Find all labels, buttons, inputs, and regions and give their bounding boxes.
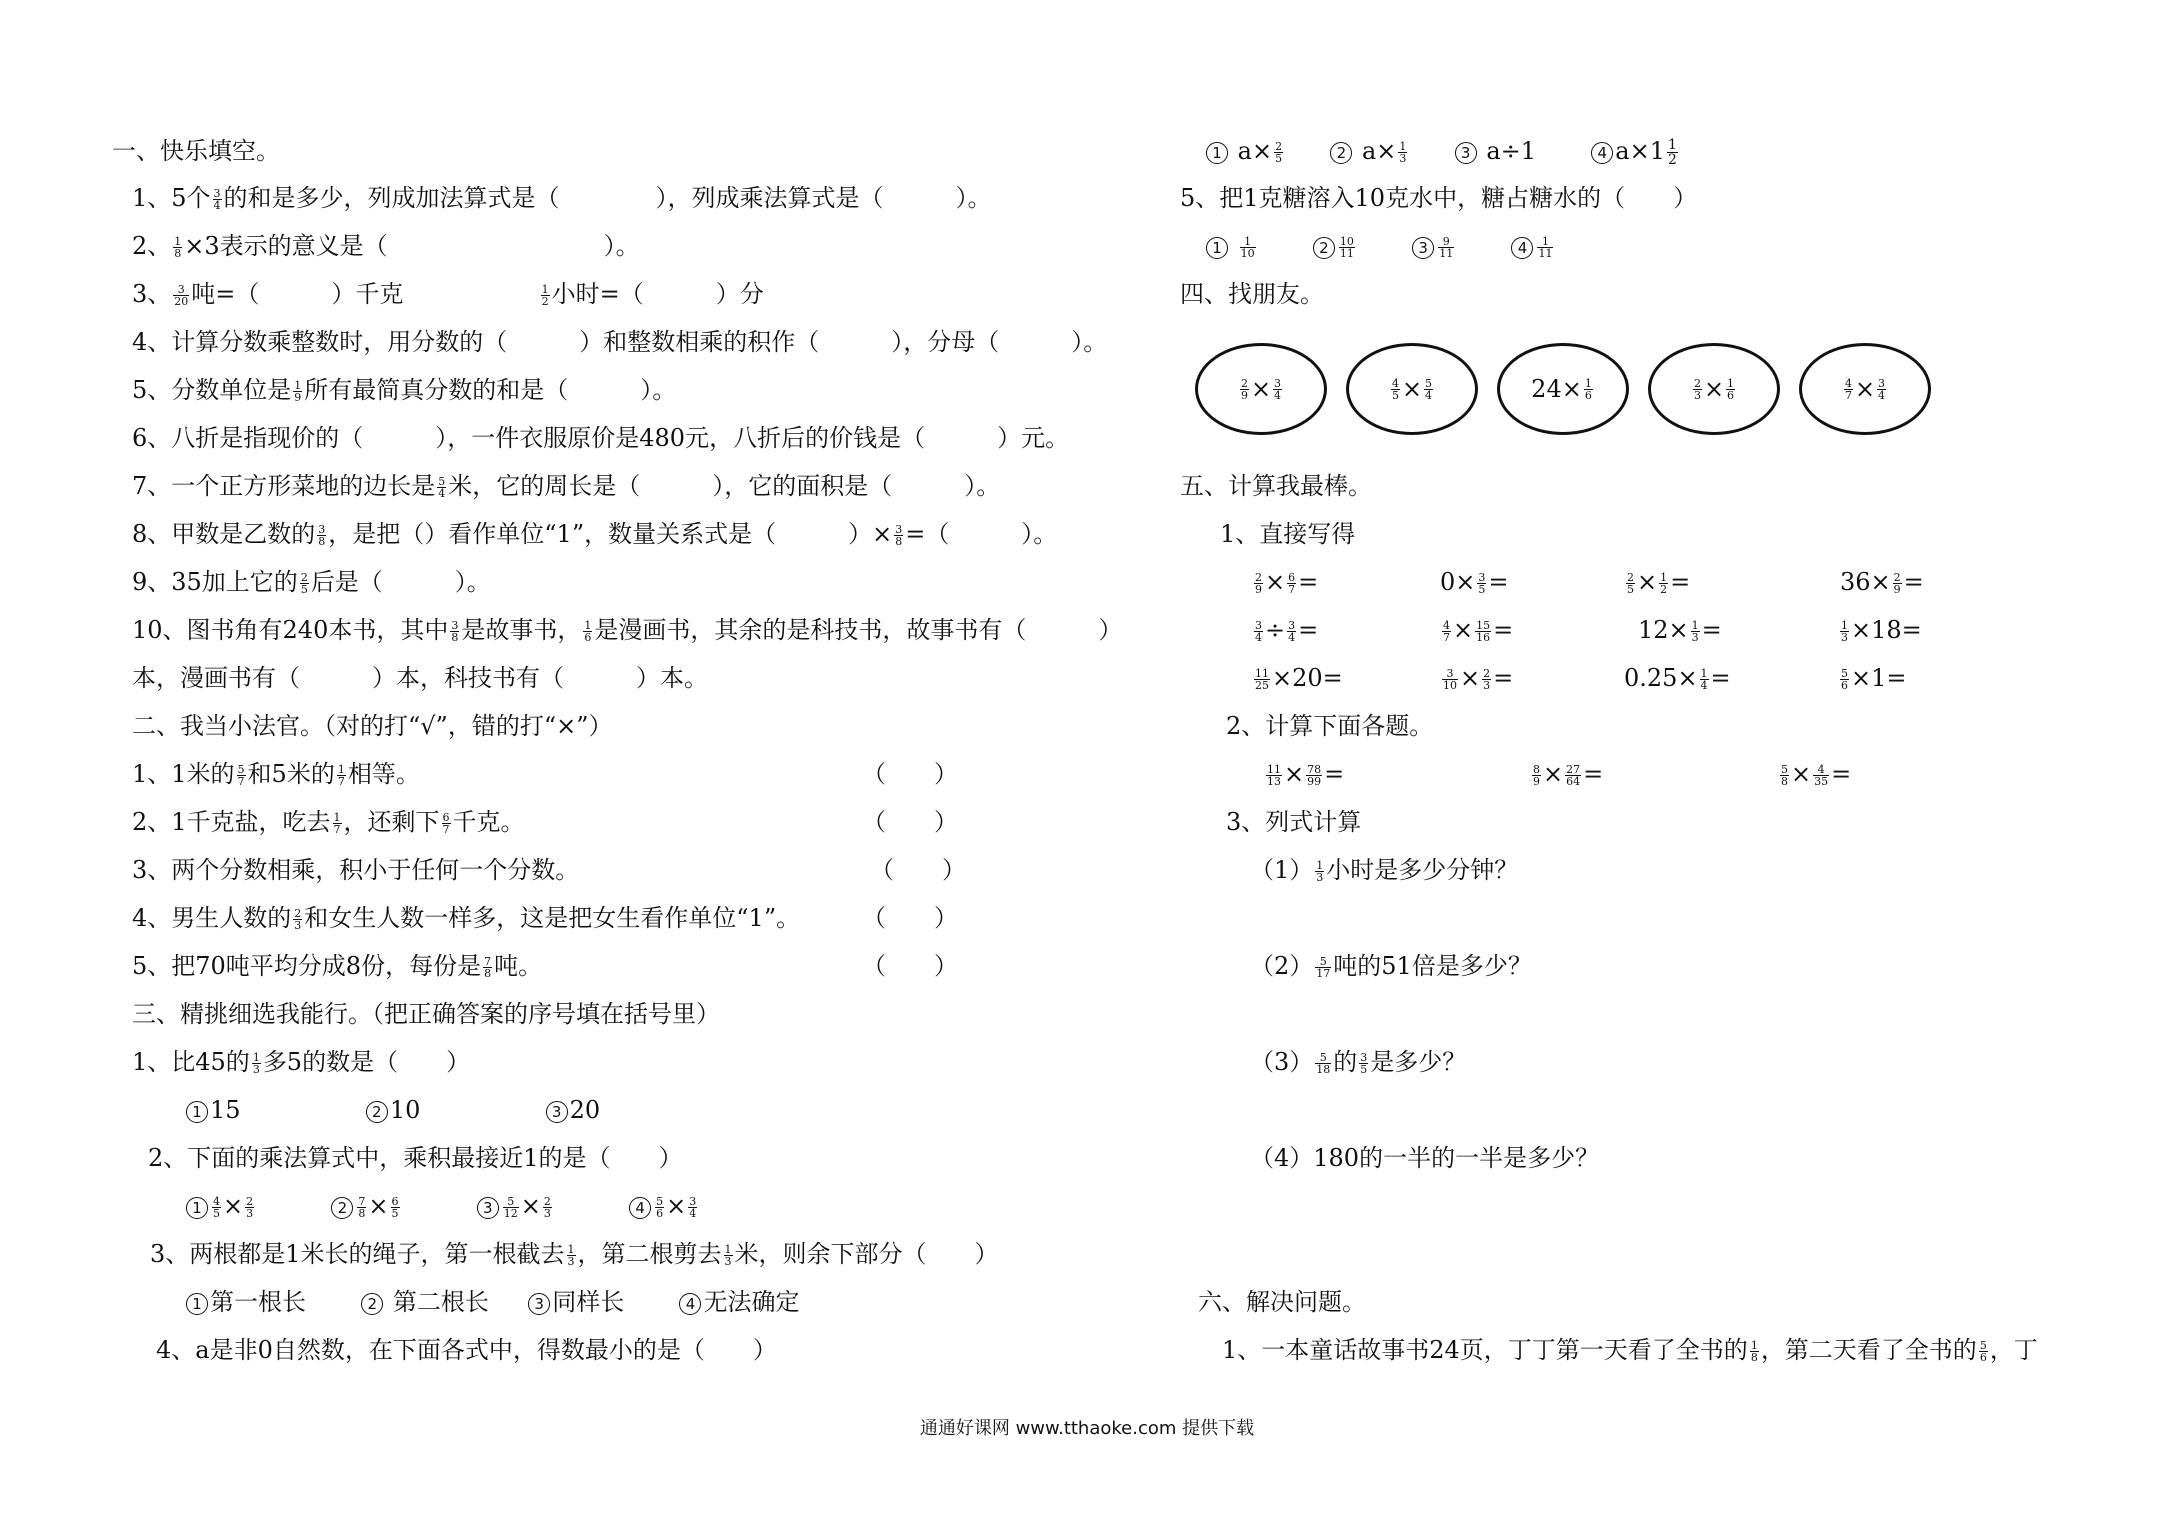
s5-p1: （1） $\frac{1}{3}$ 小时是多少分钟？ <box>1250 856 1519 884</box>
section-5-title: 五、计算我最棒。 <box>1180 472 1372 500</box>
fraction: $\frac{1}{6}$ <box>584 619 592 644</box>
calc-r2c3: 12× $\frac{1}{3}$ = <box>1638 616 1722 644</box>
fraction: $\frac{1}{2}$ <box>541 283 549 308</box>
calc-r3c2: $\frac{3}{10}$ × $\frac{2}{3}$ = <box>1443 664 1514 692</box>
option-2-marker: 2 <box>331 1197 353 1219</box>
s2-q4: 4、男生人数的 $\frac{2}{3}$ 和女生人数一样多，这是把女生看作单位“1”。 <box>132 904 801 932</box>
fraction: $\frac{2}{3}$ <box>294 907 302 932</box>
calc-r2c1: $\frac{3}{4}$ ÷ $\frac{3}{4}$ = <box>1255 616 1319 644</box>
calc2-1: $\frac{11}{13}$ × $\frac{78}{99}$ = <box>1267 760 1345 788</box>
s2-q5-paren: （ ） <box>862 952 958 980</box>
option-2-marker: 2 <box>361 1293 383 1315</box>
option-2-marker: 2 <box>366 1101 388 1123</box>
s5-p2: （2） $\frac{5}{17}$ 吨的51倍是多少？ <box>1250 952 1532 980</box>
fraction: $\frac{1}{8}$ <box>174 235 182 260</box>
section-6-title: 六、解决问题。 <box>1198 1288 1366 1316</box>
fraction: $\frac{3}{8}$ <box>318 523 326 548</box>
fraction: $\frac{1}{7}$ <box>337 763 345 788</box>
fraction: $\frac{3}{20}$ <box>174 283 189 308</box>
option-3-marker: 3 <box>546 1101 568 1123</box>
s3-q2-options: 1 $\frac{4}{5}$ × $\frac{2}{3}$ 2 $\frac{7}{8}$ × $\frac{6}{5}$ 3 $\frac{5}{12}$ × $\frac{2}{3}$ 4 $\frac{5}{6}$ × $\frac{3}{4}$ <box>186 1191 699 1221</box>
s3-q1: 1、比45的 $\frac{1}{3}$ 多5的数是（ ） <box>132 1048 471 1076</box>
s2-q2-paren: （ ） <box>862 808 958 836</box>
s2-q1-paren: （ ） <box>862 760 958 788</box>
s1-q7: 7、一个正方形菜地的边长是 $\frac{5}{4}$ 米，它的周长是（ ），它的面积是（ ）。 <box>132 472 1001 500</box>
s1-q4: 4、计算分数乘整数时，用分数的（ ）和整数相乘的积作（ ），分母（ ）。 <box>132 328 1108 356</box>
fraction: $\frac{1}{3}$ <box>252 1051 260 1076</box>
s6-q1: 1、一本童话故事书24页，丁丁第一天看了全书的 $\frac{1}{8}$ ，第二天看了全书的 $\frac{5}{6}$ ，丁 <box>1222 1336 2038 1364</box>
match-oval-1[interactable]: $\frac{2}{9}$ × $\frac{3}{4}$ <box>1195 343 1327 435</box>
calc2-2: $\frac{8}{9}$ × $\frac{27}{64}$ = <box>1533 760 1604 788</box>
match-oval-2[interactable]: $\frac{4}{5}$ × $\frac{5}{4}$ <box>1346 343 1478 435</box>
s2-q3: 3、两个分数相乘，积小于任何一个分数。 <box>132 856 580 884</box>
fraction: $\frac{6}{7}$ <box>442 811 450 836</box>
option-1-marker: 1 <box>1206 237 1228 259</box>
s1-q1: 1、5个 $\frac{3}{4}$ 的和是多少，列成加法算式是（ ），列成乘法算式是（ ）。 <box>132 184 992 212</box>
calc-r2c4: $\frac{1}{3}$ ×18= <box>1841 616 1922 644</box>
fraction: $\frac{3}{8}$ <box>895 523 903 548</box>
fraction: $\frac{5}{4}$ <box>438 475 446 500</box>
calc2-3: $\frac{5}{8}$ × $\frac{4}{35}$ = <box>1781 760 1852 788</box>
option-3-marker: 3 <box>477 1197 499 1219</box>
calc-r1c2: 0× $\frac{3}{5}$ = <box>1440 568 1509 596</box>
s1-q5: 5、分数单位是 $\frac{1}{9}$ 所有最简真分数的和是（ ）。 <box>132 376 677 404</box>
footer-credit: 通通好课网 www.tthaoke.com 提供下载 <box>919 1418 1255 1439</box>
s1-q3: 3、 $\frac{3}{20}$ 吨=（ ）千克 $\frac{1}{2}$ 小时=（ ）分 <box>132 280 764 308</box>
calc-r3c4: $\frac{5}{6}$ ×1= <box>1841 664 1907 692</box>
s1-q10: 10、图书角有240本书，其中 $\frac{3}{8}$ 是故事书， $\frac{1}{6}$ 是漫画书，其余的是科技书，故事书有（ ） <box>132 616 1123 644</box>
s3-q4: 4、a是非0自然数，在下面各式中，得数最小的是（ ） <box>156 1336 777 1364</box>
calc-r1c1: $\frac{2}{9}$ × $\frac{6}{7}$ = <box>1255 568 1319 596</box>
s5-sub1: 1、直接写得 <box>1220 520 1356 548</box>
s1-q8: 8、甲数是乙数的 $\frac{3}{8}$ ，是把（）看作单位“1”，数量关系式是（ ）× $\frac{3}{8}$ =（ ）。 <box>132 520 1058 548</box>
s3-q3-options: 1 第一根长 2 第二根长 3 同样长 4 无法确定 <box>186 1287 799 1317</box>
option-1-marker: 1 <box>1206 142 1228 164</box>
s3-q5-options: 1 $\frac{1}{10}$ 2 $\frac{10}{11}$ 3 $\frac{9}{11}$ 4 $\frac{1}{11}$ <box>1206 231 1555 261</box>
s5-p3: （3） $\frac{5}{18}$ 的 $\frac{3}{5}$ 是多少？ <box>1250 1048 1467 1076</box>
option-2-marker: 2 <box>1313 237 1335 259</box>
fraction: $\frac{1}{9}$ <box>294 379 302 404</box>
calc-r3c3: 0.25× $\frac{1}{4}$ = <box>1624 664 1731 692</box>
s1-q6: 6、八折是指现价的（ ），一件衣服原价是480元，八折后的价钱是（ ）元。 <box>132 424 1070 452</box>
s3-q1-options: 1 15 2 10 3 20 <box>186 1095 600 1125</box>
fraction: $\frac{7}{8}$ <box>484 955 492 980</box>
s3-q2: 2、下面的乘法算式中，乘积最接近1的是（ ） <box>148 1144 683 1172</box>
fraction: $\frac{3}{8}$ <box>451 619 459 644</box>
s2-q2: 2、1千克盐，吃去 $\frac{1}{7}$ ，还剩下 $\frac{6}{7}$ 千克。 <box>132 808 525 836</box>
s5-p4: （4）180的一半的一半是多少？ <box>1250 1144 1600 1172</box>
option-3-marker: 3 <box>1412 237 1434 259</box>
fraction: $\frac{5}{7}$ <box>237 763 245 788</box>
s1-q9: 9、35加上它的 $\frac{2}{5}$ 后是（ ）。 <box>132 568 491 596</box>
s3-q4-options: 1 a× $\frac{2}{5}$ 2 a× $\frac{1}{3}$ 3 a÷1 4 a×1 $\frac{1}{2}$ <box>1206 136 1680 167</box>
calc-r3c1: $\frac{11}{25}$ ×20= <box>1255 664 1343 692</box>
option-4-marker: 4 <box>679 1293 701 1315</box>
option-1-marker: 1 <box>186 1197 208 1219</box>
s1-q2: 2、 $\frac{1}{8}$ ×3表示的意义是（ ）。 <box>132 232 640 260</box>
match-oval-5[interactable]: $\frac{4}{7}$ × $\frac{3}{4}$ <box>1799 343 1931 435</box>
option-4-marker: 4 <box>629 1197 651 1219</box>
fraction: $\frac{3}{4}$ <box>213 187 221 212</box>
option-3-marker: 3 <box>528 1293 550 1315</box>
s2-q5: 5、把70吨平均分成8份，每份是 $\frac{7}{8}$ 吨。 <box>132 952 543 980</box>
option-4-marker: 4 <box>1591 142 1613 164</box>
s3-q3: 3、两根都是1米长的绳子，第一根截去 $\frac{1}{3}$ ，第二根剪去 $\frac{1}{3}$ 米，则余下部分（ ） <box>150 1240 999 1268</box>
section-3-title: 三、精挑细选我能行。（把正确答案的序号填在括号里） <box>132 1000 720 1028</box>
section-2-title: 二、我当小法官。（对的打“√”，错的打“×”） <box>132 712 613 740</box>
option-1-marker: 1 <box>186 1101 208 1123</box>
calc-r2c2: $\frac{4}{7}$ × $\frac{15}{16}$ = <box>1443 616 1514 644</box>
s5-sub2: 2、计算下面各题。 <box>1226 712 1434 740</box>
option-3-marker: 3 <box>1455 142 1477 164</box>
s2-q1: 1、1米的 $\frac{5}{7}$ 和5米的 $\frac{1}{7}$ 相等。 <box>132 760 420 788</box>
match-oval-3[interactable]: 24× $\frac{1}{6}$ <box>1497 343 1629 435</box>
section-4-title: 四、找朋友。 <box>1180 280 1324 308</box>
s2-q4-paren: （ ） <box>862 904 958 932</box>
calc-r1c3: $\frac{2}{5}$ × $\frac{1}{2}$ = <box>1627 568 1691 596</box>
option-4-marker: 4 <box>1511 237 1533 259</box>
s1-q10-cont: 本，漫画书有（ ）本，科技书有（ ）本。 <box>132 664 708 692</box>
s5-sub3: 3、列式计算 <box>1226 808 1362 836</box>
option-1-marker: 1 <box>186 1293 208 1315</box>
s2-q3-paren: （ ） <box>870 856 966 884</box>
calc-r1c4: 36× $\frac{2}{9}$ = <box>1840 568 1924 596</box>
section-1-title: 一、快乐填空。 <box>112 137 280 165</box>
match-oval-4[interactable]: $\frac{2}{3}$ × $\frac{1}{6}$ <box>1648 343 1780 435</box>
fraction: $\frac{2}{5}$ <box>300 571 308 596</box>
fraction: $\frac{1}{7}$ <box>333 811 341 836</box>
option-2-marker: 2 <box>1330 142 1352 164</box>
s3-q5: 5、把1克糖溶入10克水中，糖占糖水的（ ） <box>1180 184 1698 212</box>
